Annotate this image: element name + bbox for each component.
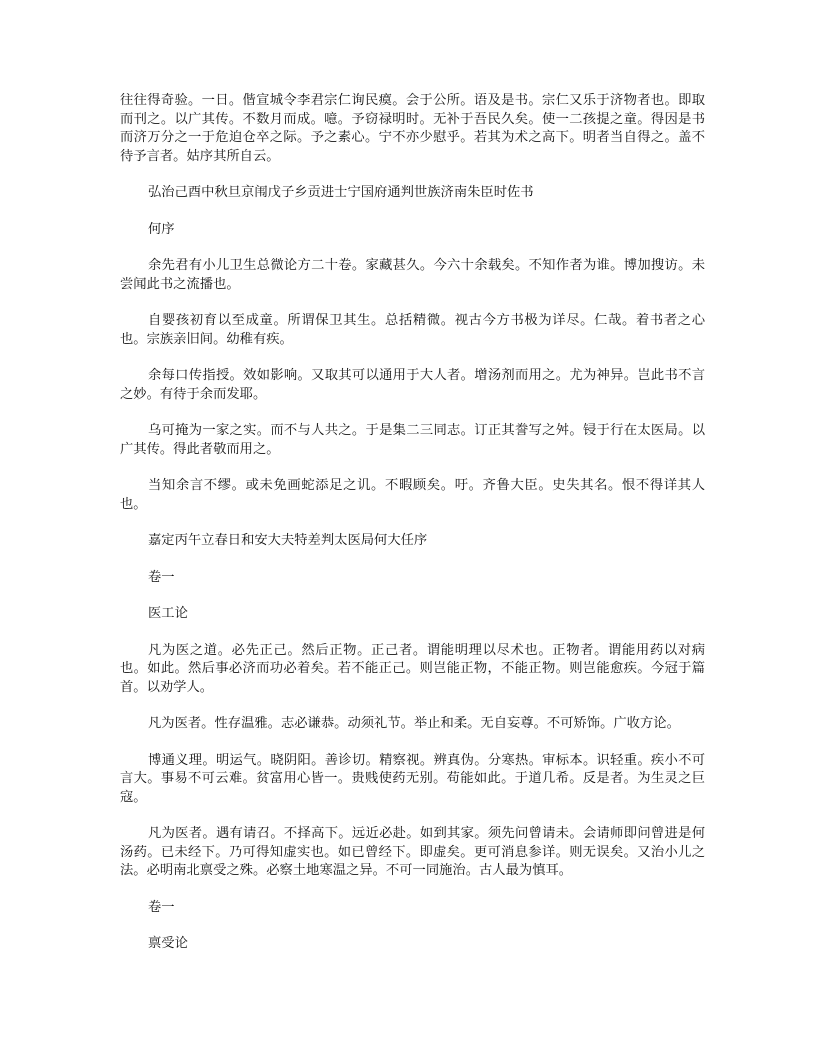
paragraph: 余每口传指授。效如影响。又取其可以通用于大人者。增汤剂而用之。尤为神异。岂此书不言之妙。有待于余而发耶。 <box>120 368 705 402</box>
paragraph: 乌可掩为一家之实。而不与人共之。于是集二三同志。订正其誊写之舛。锓于行在太医局。以广其传。得此者敬而用之。 <box>120 423 705 457</box>
paragraph: 当知余言不缪。或未免画蛇添足之讥。不暇顾矣。吁。齐鲁大臣。史失其名。恨不得详其人也。 <box>120 478 705 512</box>
paragraph: 凡为医者。遇有请召。不择高下。远近必赴。如到其家。须先问曾请未。会请师即问曾进是何汤药。已未经下。乃可得知虚实也。如已曾经下。即虚矣。更可消息参详。则无误矣。又治小儿之法。必明南北禀受之殊。必察土地寒温之异。不可一同施治。古人最为慎耳。 <box>120 826 705 878</box>
paragraph: 余先君有小儿卫生总微论方二十卷。家藏甚久。今六十余载矣。不知作者为谁。博加搜访。未尝闻此书之流播也。 <box>120 258 705 292</box>
volume-heading: 卷一 <box>148 899 175 915</box>
preface-signature-he: 嘉定丙午立春日和安大夫特差判太医局何大任序 <box>148 533 428 548</box>
document-page <box>120 92 705 972</box>
paragraph: 凡为医之道。必先正己。然后正物。正己者。谓能明理以尽术也。正物者。谓能用药以对病也。如此。然后事必济而功必着矣。若不能正己。则岂能正物，不能正物。则岂能愈疾。今冠于篇首。以劝学人。 <box>120 642 705 695</box>
volume-heading: 卷一 <box>148 569 175 585</box>
chapter-heading-bingshou: 禀受论 <box>148 936 188 951</box>
section-heading-he-preface: 何序 <box>148 221 175 237</box>
chapter-heading-yigong: 医工论 <box>148 606 188 621</box>
preface-signature-zhu: 弘治己酉中秋旦京闱戊子乡贡进士宁国府通判世族济南朱臣时佐书 <box>148 185 534 200</box>
paragraph: 凡为医者。性存温雅。志必谦恭。动须礼节。举止和柔。无自妄尊。不可矫饰。广收方论。 <box>148 716 680 731</box>
paragraph: 博通义理。明运气。晓阴阳。善诊切。精察视。辨真伪。分寒热。审标本。识轻重。疾小不可言大。事易不可云难。贫富用心皆一。贵贱使药无别。苟能如此。于道几希。反是者。为生灵之巨寇。 <box>120 752 705 805</box>
paragraph-preface-end: 往往得奇验。一日。偕宣城令李君宗仁询民瘼。会于公所。语及是书。宗仁又乐于济物者也。即取而刊之。以广其传。不数月而成。噫。予窃禄明时。无补于吾民久矣。使一二孩提之童。得因是书而济万分之一于危迫仓卒之际。予之素心。宁不亦少慰乎。若其为术之高下。明者当自得之。盖不待予言者。姑序其所自云。 <box>120 93 705 164</box>
paragraph: 自婴孩初育以至成童。所谓保卫其生。总括精微。视古今方书极为详尽。仁哉。着书者之心也。宗族亲旧间。幼稚有疾。 <box>120 313 705 347</box>
